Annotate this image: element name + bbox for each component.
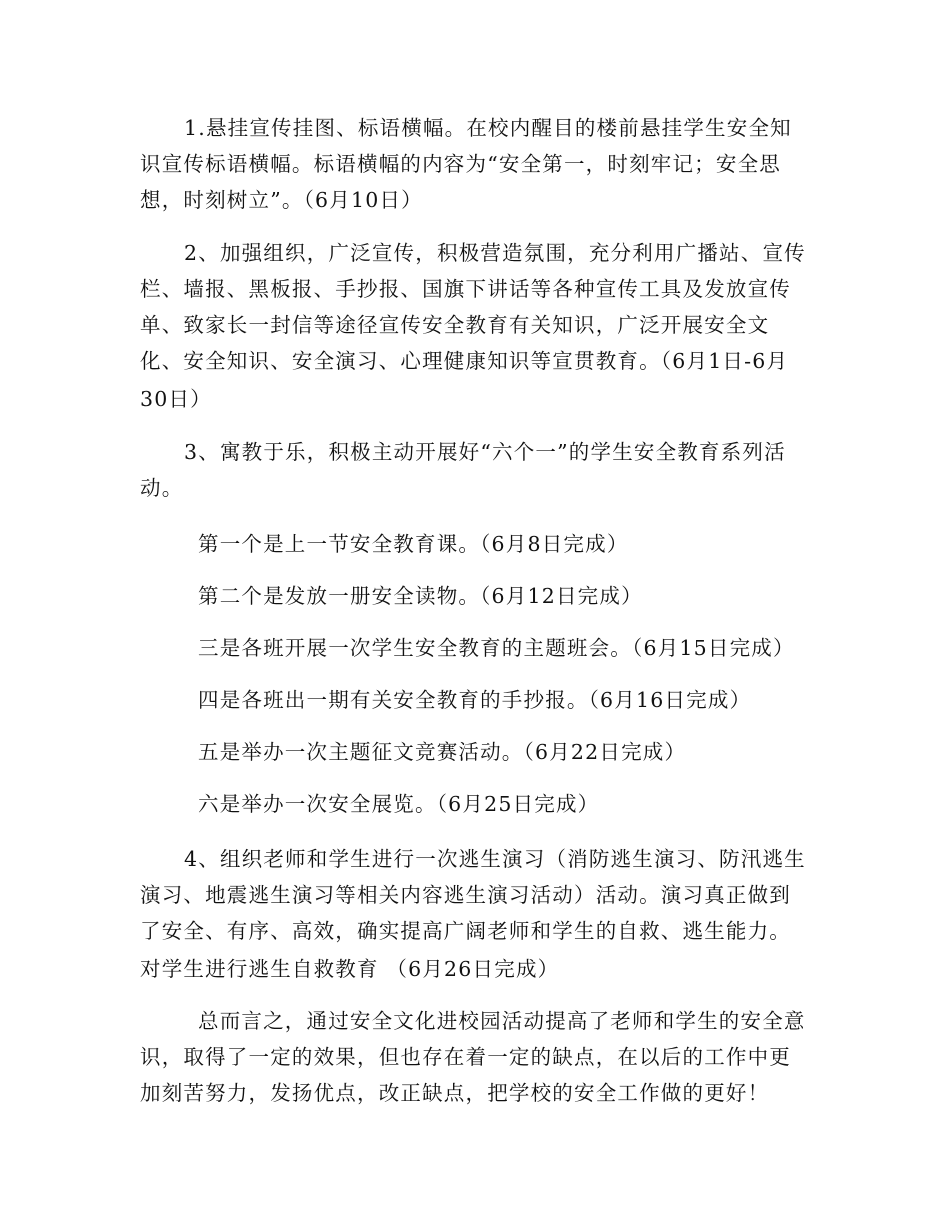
paragraph-1-line-3: 想，时刻树立”。（6月10日） [140,188,423,212]
paragraph-4-line-1: 4、组织老师和学生进行一次逃生演习（消防逃生演习、防汛逃生 [184,847,806,871]
conclusion-line-2: 识，取得了一定的效果，但也存在着一定的缺点，在以后的工作中更 [140,1045,791,1069]
paragraph-4-line-3: 了安全、有序、高效，确实提高广阔老师和学生的自救、逃生能力。 [140,919,791,943]
paragraph-2-line-3: 单、致家长一封信等途径宣传安全教育有关知识，广泛开展安全文 [140,313,770,337]
paragraph-1-line-2: 识宣传标语横幅。标语横幅的内容为“安全第一，时刻牢记；安全思 [140,152,781,176]
paragraph-3-line-2: 动。 [140,476,184,500]
paragraph-3-line-1: 3、寓教于乐，积极主动开展好“六个一”的学生安全教育系列活 [184,440,786,464]
paragraph-4-line-4: 对学生进行逃生自救教育 （6月26日完成） [140,957,560,981]
paragraph-2-line-4: 化、安全知识、安全演习、心理健康知识等宣贯教育。（6月1日-6月 [140,349,789,373]
paragraph-2-line-1: 2、加强组织，广泛宣传，积极营造氛围，充分利用广播站、宣传 [184,241,806,265]
activity-item-4: 四是各班出一期有关安全教育的手抄报。（6月16日完成） [198,688,752,712]
activity-item-6: 六是举办一次安全展览。（6月25日完成） [198,792,600,816]
activity-item-2: 第二个是发放一册安全读物。（6月12日完成） [198,584,643,608]
activity-item-3: 三是各班开展一次学生安全教育的主题班会。（6月15日完成） [198,636,795,660]
paragraph-2-line-5: 30日） [140,387,212,411]
paragraph-1-line-1: 1.悬挂宣传挂图、标语横幅。在校内醒目的楼前悬挂学生安全知 [184,116,792,140]
activity-item-5: 五是举办一次主题征文竞赛活动。（6月22日完成） [198,740,687,764]
paragraph-4-line-2: 演习、地震逃生演习等相关内容逃生演习活动）活动。演习真正做到 [140,883,791,907]
conclusion-line-3: 加刻苦努力，发扬优点，改正缺点，把学校的安全工作做的更好！ [140,1081,770,1105]
activity-item-1: 第一个是上一节安全教育课。（6月8日完成） [198,532,629,556]
conclusion-line-1: 总而言之，通过安全文化进校园活动提高了老师和学生的安全意 [198,1009,806,1033]
paragraph-2-line-2: 栏、墙报、黑板报、手抄报、国旗下讲话等各种宣传工具及发放宣传 [140,277,791,301]
